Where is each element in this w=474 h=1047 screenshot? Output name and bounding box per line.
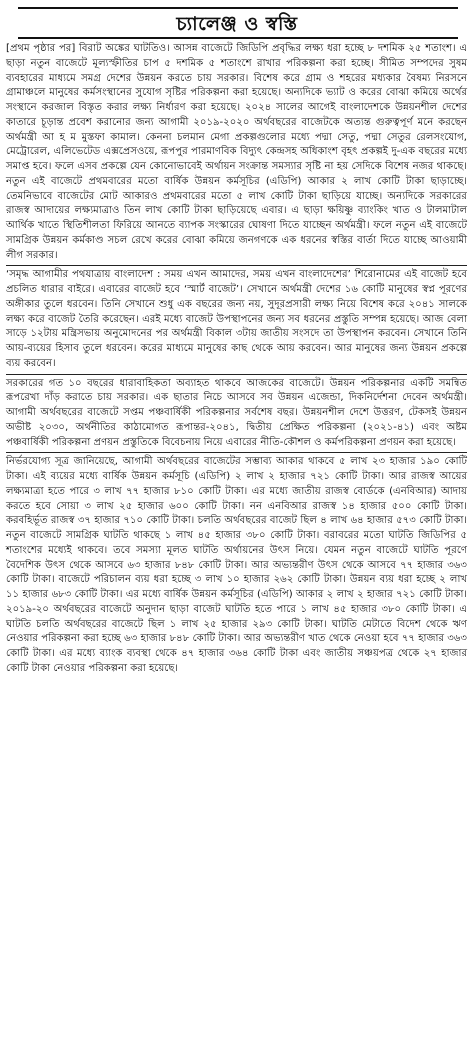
paragraph-divider bbox=[6, 452, 467, 453]
paragraph-divider bbox=[6, 374, 467, 375]
paragraph-divider bbox=[6, 265, 467, 266]
clipped-header-strip bbox=[0, 0, 474, 6]
clipped-footer-strip bbox=[0, 1041, 474, 1047]
article-body bbox=[6, 42, 467, 678]
paragraph-2: ‘সমৃদ্ধ আগামীর পথযাত্রায় বাংলাদেশ : সময় এখন আমাদের, সময় এখন বাংলাদেশের’ শিরোনামের এই বাজেট হবে প্রচলিত ধারার বাইরে। এবারের বাজেট হবে ‘স্মার্ট বাজেট’। সেখানে অর্থমন্ত্রী দেশের ১৬ কোটি মানুষের স্বপ্ন পূরণের অঙ্গীকার তুলে ধরবেন। তিনি সেখানে শুধু এক বছরের জন্য নয়, সুদূরপ্রসারী লক্ষ্য নিয়ে বিশেষ করে ২০৪১ সালকে লক্ষ্য করে বাজেট তৈরি করেছেন। এরই মধ্যে বাজেট উপস্থাপনের জন্য সব ধরনের প্রস্তুতি সম্পন্ন হয়েছে। আজ বেলা সাড়ে ১২টায় মন্ত্রিসভায় অনুমোদনের পর অর্থমন্ত্রী বিকাল ৩টায় জাতীয় সংসদে তা উপস্থাপন করবেন। সেখানে তিনি আয়-ব্যয়ের হিসাব তুলে ধরবেন। করের মাধ্যমে মানুষের কাছ থেকে আয় করবেন। আর মানুষের জন্য উন্নয়ন প্রকল্পে ব্যয় করবেন। bbox=[6, 269, 467, 369]
paragraph-1: [প্রথম পৃষ্ঠার পর] বিরাট অঙ্কের ঘাটতিও। আসন্ন বাজেটে জিডিপি প্রবৃদ্ধির লক্ষ্য ধরা হচ্ছে ৮ দশমিক ২৫ শতাংশ। এ ছাড়া নতুন বাজেটে মূল্যস্ফীতির চাপ ৫ দশমিক ৫ শতাংশে রাখার পরিকল্পনা করা হচ্ছে। সীমিত সম্পদের সুষম ব্যবহারের মাধ্যমে সমগ্র দেশের উন্নয়ন করতে চায় সরকার। বিশেষ করে গ্রাম ও শহরের মধ্যকার বৈষম্য নিরসনে গ্রামাঞ্চলে মানুষের কর্মসংস্থানের সুযোগ সৃষ্টির পরিকল্পনা করা হয়েছে। অন্যদিকে ভ্যাট ও করের বোঝা কমিয়ে অর্থের সংস্থানে করজাল বিস্তৃত করার লক্ষ্য নির্ধারণ করা হয়েছে। ২০২৪ সালের আগেই বাংলাদেশকে উন্নয়নশীল দেশের কাতারে চূড়ান্ত প্রবেশ করানোর জন্য আগামী ২০১৯-২০২০ অর্থবছরের বাজেটকে অত্যন্ত গুরুত্বপূর্ণ মনে করছেন অর্থমন্ত্রী আ হ ম মুস্তফা কামাল। কেননা চলমান মেগা প্রকল্পগুলোর মধ্যে পদ্মা সেতু, পদ্মা সেতুর রেলসংযোগ, মেট্রোরেল, এলিভেটেড এক্সপ্রেসওয়ে, রূপপুর পারমাণবিক বিদ্যুৎ কেন্দ্রসহ অধিকাংশ বৃহৎ প্রকল্পই দু-এক বছরের মধ্যে সমাপ্ত হবে। ফলে এসব প্রকল্পে যেন কোনোভাবেই অর্থায়ন সংক্রান্ত সমস্যার সৃষ্টি না হয় সেদিকে বিশেষ নজর থাকছে। নতুন এই বাজেটে প্রথমবারের মতো বার্ষিক উন্নয়ন কর্মসূচির (এডিপি) আকার ২ লাখ কোটি টাকা ছাড়াচ্ছে। তেমনিভাবে বাজেটের মোট আকারও প্রথমবারের মতো ৫ লাখ কোটি টাকা ছাড়িয়ে যাচ্ছে। অন্যদিকে সরকারের রাজস্ব আদায়ের লক্ষ্যমাত্রাও তিন লাখ কোটি টাকা ছাড়িয়েছে এবার। এ ছাড়া ক্ষয়িষ্ণু ব্যাংকিং খাত ও টালমাটাল আর্থিক খাতে স্থিতিশীলতা ফিরিয়ে আনতে ব্যাপক সংস্কারের ঘোষণা দিতে যাচ্ছেন অর্থমন্ত্রী। ফলে নতুন এই বাজেটে সামগ্রিক উন্নয়ন কর্মকাণ্ড সচল রেখে করের বোঝা কমিয়ে জনগণকে এক ধরনের স্বস্তির বার্তা দিতে যাচ্ছে আওয়ামী লীগ সরকার। bbox=[6, 43, 467, 261]
article-title: চ্যালেঞ্জ ও স্বস্তি bbox=[176, 13, 298, 35]
paragraph-3: সরকারের গত ১০ বছরের ধারাবাহিকতা অব্যাহত থাকবে আজকের বাজেটে। উন্নয়ন পরিকল্পনার একটি সমন্বিত রূপরেখা দাঁড় করাতে চায় সরকার। এক ছাতার নিচে আসবে সব উন্নয়ন এজেন্ডা, দিকনির্দেশনা দেবেন অর্থমন্ত্রী। আগামী অর্থবছরের বাজেটে সপ্তম পঞ্চবার্ষিকী পরিকল্পনার সর্বশেষ বছর। উন্নয়নশীল দেশে উত্তরণ, টেকসই উন্নয়ন অভীষ্ট ২০৩০, অর্থনীতির কাঠামোগত রূপান্তর-২০৪১, দ্বিতীয় প্রেক্ষিত পরিকল্পনা (২০২১-৪১) এবং অষ্টম পঞ্চবার্ষিকী পরিকল্পনা প্রণয়ন প্রস্তুতিকে বিবেচনায় নিয়ে এবারের নীতি-কৌশল ও কর্মপরিকল্পনা প্রণয়ন করা হয়েছে। bbox=[6, 377, 467, 448]
title-rule bbox=[18, 37, 458, 39]
paragraph-4: নির্ভরযোগ্য সূত্র জানিয়েছে, আগামী অর্থবছরের বাজেটের সম্ভাব্য আকার থাকবে ৫ লাখ ২৩ হাজার ১৯০ কোটি টাকা। এই ব্যয়ের মধ্যে বার্ষিক উন্নয়ন কর্মসূচি (এডিপি) ২ লাখ ২ হাজার ৭২১ কোটি টাকা। আর রাজস্ব আয়ের লক্ষ্যমাত্রা হতে পারে ৩ লাখ ৭৭ হাজার ৮১০ কোটি টাকা। এর মধ্যে জাতীয় রাজস্ব বোর্ডকে (এনবিআর) আদায় করতে হবে সোয়া ৩ লাখ ২৫ হাজার ৬০০ কোটি টাকা। নন এনবিআর রাজস্ব ১৪ হাজার ৫০০ কোটি টাকা। করবহির্ভূত রাজস্ব ৩৭ হাজার ৭১০ কোটি টাকা। চলতি অর্থবছরের বাজেট ছিল ৪ লাখ ৬৪ হাজার ৫৭৩ কোটি টাকা। নতুন বাজেটে সামগ্রিক ঘাটতি থাকছে ১ লাখ ৪৫ হাজার ৩৮০ কোটি টাকা। বরাবরের মতো ঘাটতি জিডিপির ৫ শতাংশের মধ্যেই থাকবে। তবে সমস্যা মূলত ঘাটতি অর্থায়নের উৎস নিয়ে। যেমন নতুন বাজেটে ঘাটতি পূরণে বৈদেশিক উৎস থেকে আসবে ৬৩ হাজার ৮৪৮ কোটি টাকা। আর অভ্যন্তরীণ উৎস থেকে আসবে ৭৭ হাজার ৩৬৩ কোটি টাকা। বাজেটে পরিচালন ব্যয় ধরা হচ্ছে ৩ লাখ ১০ হাজার ২৬২ কোটি টাকা। উন্নয়ন ব্যয় ধরা হচ্ছে ২ লাখ ১১ হাজার ৬৮৩ কোটি টাকা। এর মধ্যে বার্ষিক উন্নয়ন কর্মসূচির (এডিপি) আকার ২ লাখ ২ হাজার ৭২১ কোটি টাকা। ২০১৯-২০ অর্থবছরের বাজেটে অনুদান ছাড়া বাজেট ঘাটতি হতে পারে ১ লাখ ৪৫ হাজার ৩৮০ কোটি টাকা। এ ঘাটতি চলতি অর্থবছরের বাজেটে ছিল ১ লাখ ২৫ হাজার ২৯৩ কোটি টাকা। ঘাটতি মেটাতে বিদেশ থেকে ঋণ নেওয়ার পরিকল্পনা করা হচ্ছে ৬৩ হাজার ৮৪৮ কোটি টাকা। আর অভ্যন্তরীণ খাত থেকে নেওয়া হবে ৭৭ হাজার ৩৬৩ কোটি টাকা। এর মধ্যে ব্যাংক ব্যবস্থা থেকে ৪৭ হাজার ৩৬৪ কোটি টাকা এবং জাতীয় সঞ্চয়পত্র থেকে ২৭ হাজার কোটি টাকা নেওয়ার পরিকল্পনা করা হয়েছে। bbox=[6, 456, 467, 674]
top-rule bbox=[18, 7, 458, 9]
